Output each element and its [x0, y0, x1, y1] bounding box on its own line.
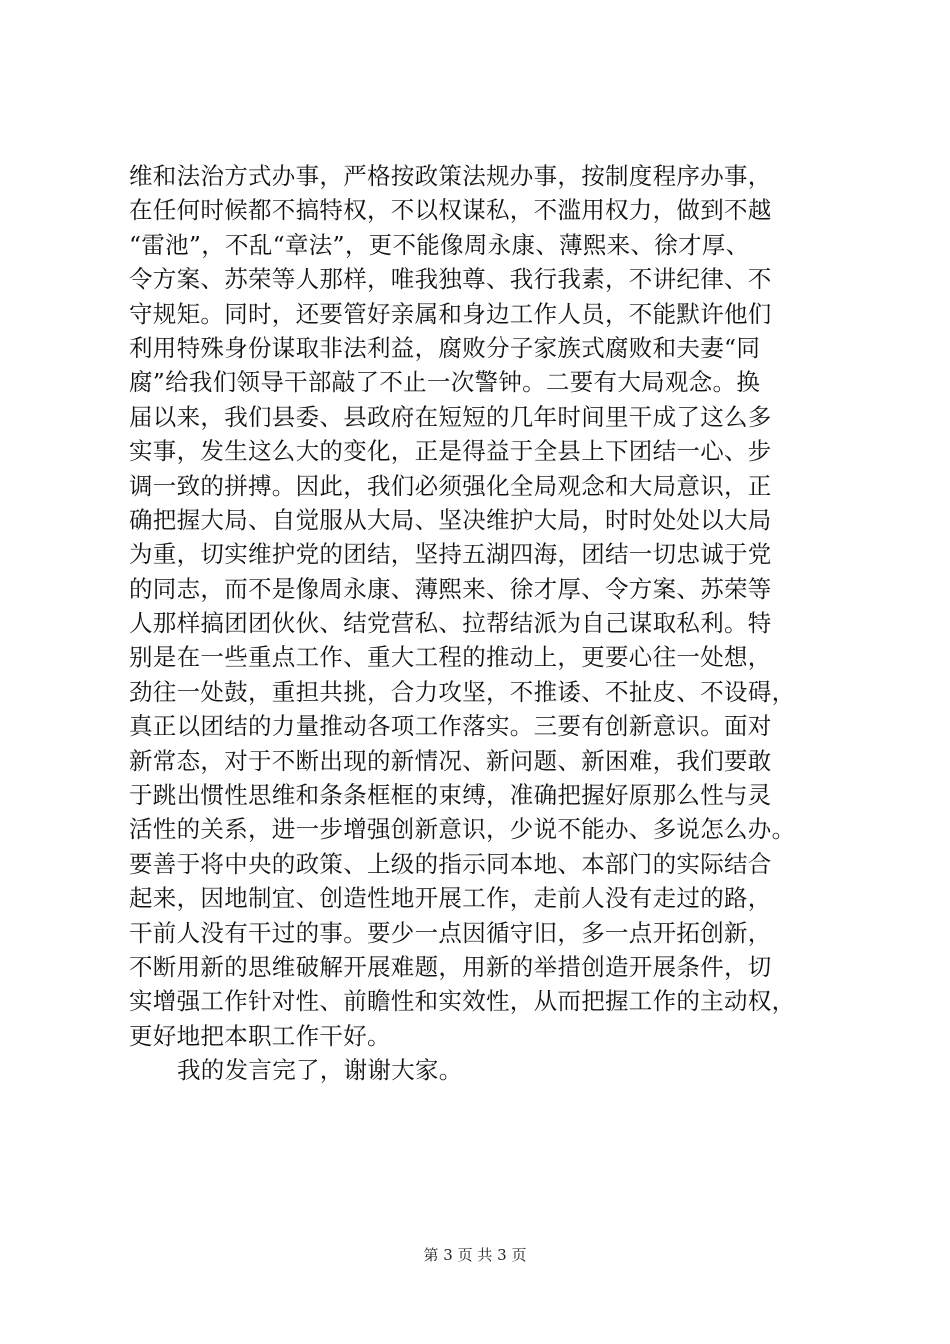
text-line: 不断用新的思维破解开展难题，用新的举措创造开展条件，切 — [129, 952, 772, 981]
text-line: 于跳出惯性思维和条条框框的束缚，准确把握好原那么性与灵 — [129, 781, 772, 810]
text-line: 要善于将中央的政策、上级的指示同本地、本部门的实际结合 — [129, 849, 772, 878]
closing-line: 我的发言完了，谢谢大家。 — [177, 1056, 463, 1085]
text-line: 在任何时候都不搞特权，不以权谋私，不滥用权力，做到不越 — [129, 196, 772, 225]
text-line: 干前人没有干过的事。要少一点因循守旧，多一点开拓创新， — [129, 918, 772, 947]
text-line: 守规矩。同时，还要管好亲属和身边工作人员，不能默许他们 — [129, 299, 772, 328]
text-line: 劲往一处鼓，重担共挑，合力攻坚，不推诿、不扯皮、不设碍， — [129, 677, 796, 706]
text-line: 利用特殊身份谋取非法利益，腐败分子家族式腐败和夫妻“同 — [129, 333, 761, 362]
text-line: 人那样搞团团伙伙、结党营私、拉帮结派为自己谋取私利。特 — [129, 609, 772, 638]
text-line: 腐”给我们领导干部敲了不止一次警钟。二要有大局观念。换 — [129, 368, 761, 397]
text-line: 真正以团结的力量推动各项工作落实。三要有创新意识。面对 — [129, 712, 772, 741]
text-line: 维和法治方式办事，严格按政策法规办事，按制度程序办事， — [129, 162, 772, 190]
text-line: 起来，因地制宜、创造性地开展工作，走前人没有走过的路， — [129, 884, 772, 913]
text-line: 调一致的拼搏。因此，我们必须强化全局观念和大局意识，正 — [129, 471, 772, 500]
text-line: 令方案、苏荣等人那样，唯我独尊、我行我素，不讲纪律、不 — [129, 265, 772, 294]
text-line: “雷池”，不乱“章法”，更不能像周永康、薄熙来、徐才厚、 — [129, 230, 750, 259]
text-line: 确把握大局、自觉服从大局、坚决维护大局，时时处处以大局 — [129, 505, 772, 534]
text-line: 届以来，我们县委、县政府在短短的几年时间里干成了这么多 — [129, 402, 772, 431]
text-line: 为重，切实维护党的团结，坚持五湖四海，团结一切忠诚于党 — [129, 540, 772, 569]
body-text — [129, 159, 889, 1088]
page-number-footer: 第 3 页 共 3 页 — [423, 1246, 527, 1264]
text-line: 活性的关系，进一步增强创新意识，少说不能办、多说怎么办。 — [129, 815, 796, 844]
text-line: 的同志，而不是像周永康、薄熙来、徐才厚、令方案、苏荣等 — [129, 574, 772, 603]
text-line: 实增强工作针对性、前瞻性和实效性，从而把握工作的主动权， — [129, 987, 796, 1016]
text-line: 新常态，对于不断出现的新情况、新问题、新困难，我们要敢 — [129, 746, 772, 775]
text-line: 别是在一些重点工作、重大工程的推动上，更要心往一处想， — [129, 643, 772, 672]
text-line: 实事，发生这么大的变化，正是得益于全县上下团结一心、步 — [129, 437, 772, 466]
text-line: 更好地把本职工作干好。 — [129, 1021, 391, 1050]
